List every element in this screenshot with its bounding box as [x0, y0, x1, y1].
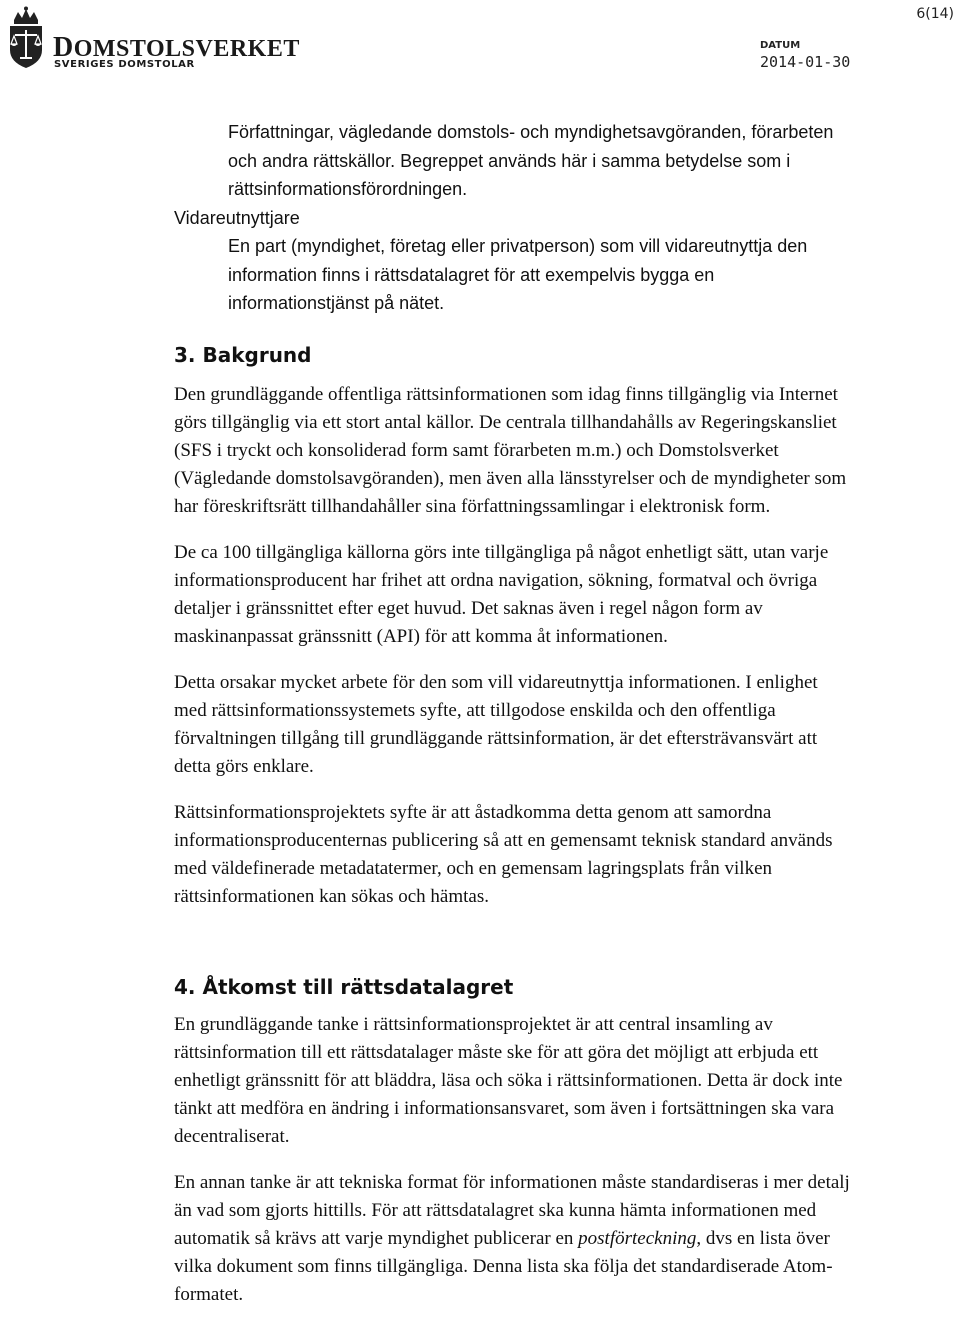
section-body — [174, 381, 850, 929]
definition-term: Vidareutnyttjare — [174, 207, 300, 228]
crown-scales-emblem-icon — [6, 6, 46, 70]
paragraph: De ca 100 tillgängliga källorna görs inte tillgängliga på något enhetligt sätt, utan varje informationsproducent har frihet att ordna navigation, sökning, formatval och övriga detaljer i gränssnittet efter eget huvud. Det saknas även i regel någon form av maskinanpassat gränssnitt (API) för att komma åt informationen. — [174, 542, 829, 647]
section-heading: 3. Bakgrund — [174, 343, 312, 367]
section-body — [174, 1011, 850, 1327]
text-run: En annan tanke är att tekniska format för informationen måste standardiseras i mer detalj än vad som gjorts hittills. För att rättsdatalagret ska kunna hämta informationen med automatik så krävs att varje myndighet publicerar en — [174, 1172, 850, 1249]
text-run: , dvs en lista över vilka dokument som finns tillgängliga. Denna lista ska följa det standardiserade Atom-formatet. — [174, 1228, 833, 1305]
definition-text: Författningar, vägledande domstols- och myndighetsavgöranden, förarbeten och andra rättskällor. Begreppet används här i samma betydelse som i rättsinformationsförordningen. — [228, 122, 834, 199]
date-value: 2014-01-30 — [760, 53, 851, 71]
page-number: 6(14) — [916, 6, 954, 22]
org-name-rest: OMSTOLSVERKET — [73, 36, 300, 62]
org-name — [53, 34, 300, 62]
org-name-initial: D — [53, 32, 74, 63]
paragraph — [174, 1169, 850, 1309]
paragraph: Den grundläggande offentliga rättsinformationen som idag finns tillgänglig via Internet görs tillgänglig via ett stort antal källor. De centrala tillhandahålls av Regeringskansliet (SFS i tryckt och konsoliderad form samt förarbeten m.m.) och Domstolsverket (Vägledande domstolsavgöranden), men även alla länsstyrelser och de myndigheter som har föreskriftsrätt tillhandahåller sina författningssamlingar i elektronisk form. — [174, 384, 847, 517]
paragraph: En grundläggande tanke i rättsinformationsprojektet är att central insamling av rättsinformation till ett rättsdatalager måste ske för att göra det möjligt att erbjuda ett enhetligt gränssnitt för att bläddra, läsa och söka i rättsinformationen. Detta är dock inte tänkt att medföra en ändring i informationsansvaret, som även i fortsättningen ska vara decentraliserat. — [174, 1014, 843, 1147]
definition-list — [174, 118, 874, 318]
domstolsverket-logo — [6, 6, 300, 72]
section-heading: 4. Åtkomst till rättsdatalagret — [174, 975, 514, 999]
date-label: DATUM — [760, 40, 801, 51]
org-subtitle: SVERIGES DOMSTOLAR — [54, 59, 195, 70]
paragraph: Detta orsakar mycket arbete för den som vill vidareutnyttja informationen. I enlighet med rättsinformationssystemets syfte, att tillgodose enskilda och den offentliga förvaltningen tillgång till grundläggande rättsinformation, är det eftersträvansvärt att detta görs enklare. — [174, 672, 818, 777]
definition-text: En part (myndighet, företag eller privatperson) som vill vidareutnyttja den information finns i rättsdatalagret för att exempelvis bygga en informationstjänst på nätet. — [228, 236, 808, 313]
paragraph: Rättsinformationsprojektets syfte är att åstadkomma detta genom att samordna informationsproducenternas publicering så att en gemensamt teknisk standard används med väldefinerade metadatatermer, och en gemensam lagringsplats från vilken rättsinformationen kan sökas och hämtas. — [174, 802, 833, 907]
emphasized-term: postförteckning — [578, 1228, 697, 1249]
